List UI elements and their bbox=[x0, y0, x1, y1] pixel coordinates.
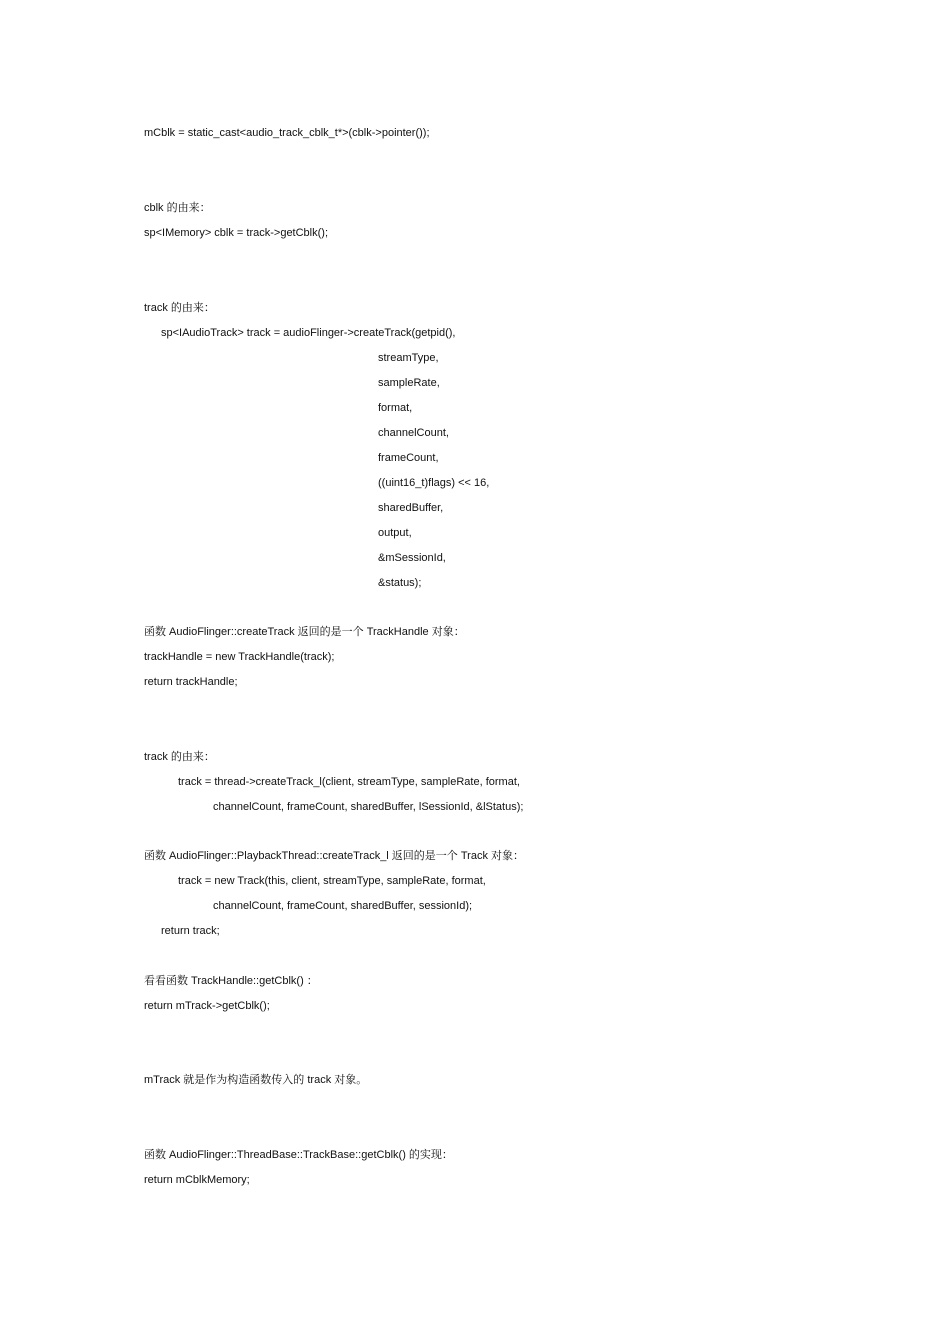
text-line: mTrack 就是作为构造函数传入的 track 对象。 bbox=[144, 1074, 368, 1086]
code-line: return mTrack->getCblk(); bbox=[144, 1000, 270, 1012]
code-line: channelCount, frameCount, sharedBuffer, sessionId); bbox=[213, 900, 473, 912]
code-line: sampleRate, bbox=[378, 377, 440, 389]
code-line: frameCount, bbox=[378, 452, 439, 464]
code-line: mCblk = static_cast<audio_track_cblk_t*>(cblk->pointer()); bbox=[144, 127, 430, 139]
text-line: track 的由来： bbox=[144, 751, 215, 763]
code-line: track = new Track(this, client, streamType, sampleRate, format, bbox=[178, 875, 486, 887]
code-line: channelCount, frameCount, sharedBuffer, lSessionId, &lStatus); bbox=[213, 801, 524, 813]
text-line: 函数 AudioFlinger::PlaybackThread::createTrack_l 返回的是一个 Track 对象： bbox=[144, 850, 525, 862]
code-line: sharedBuffer, bbox=[378, 502, 444, 514]
code-line: sp<IAudioTrack> track = audioFlinger->createTrack(getpid(), bbox=[161, 327, 456, 339]
code-line: &status); bbox=[378, 577, 422, 589]
code-line: track = thread->createTrack_l(client, streamType, sampleRate, format, bbox=[178, 776, 520, 788]
code-line: trackHandle = new TrackHandle(track); bbox=[144, 651, 335, 663]
code-line: ((uint16_t)flags) << 16, bbox=[378, 477, 490, 489]
code-line: return track; bbox=[161, 925, 220, 937]
code-line: return trackHandle; bbox=[144, 676, 238, 688]
text-line: 函数 AudioFlinger::ThreadBase::TrackBase::getCblk() 的实现： bbox=[144, 1149, 453, 1161]
text-line: 函数 AudioFlinger::createTrack 返回的是一个 TrackHandle 对象： bbox=[144, 626, 465, 638]
code-line: &mSessionId, bbox=[378, 552, 446, 564]
code-line: format, bbox=[378, 402, 413, 414]
code-line: channelCount, bbox=[378, 427, 449, 439]
code-line: output, bbox=[378, 527, 412, 539]
text-line: track 的由来： bbox=[144, 302, 215, 314]
code-line: sp<IMemory> cblk = track->getCblk(); bbox=[144, 227, 329, 239]
text-line: cblk 的由来： bbox=[144, 202, 211, 214]
code-line: streamType, bbox=[378, 352, 439, 364]
text-line: 看看函数 TrackHandle::getCblk() ： bbox=[144, 975, 318, 987]
code-line: return mCblkMemory; bbox=[144, 1174, 250, 1186]
